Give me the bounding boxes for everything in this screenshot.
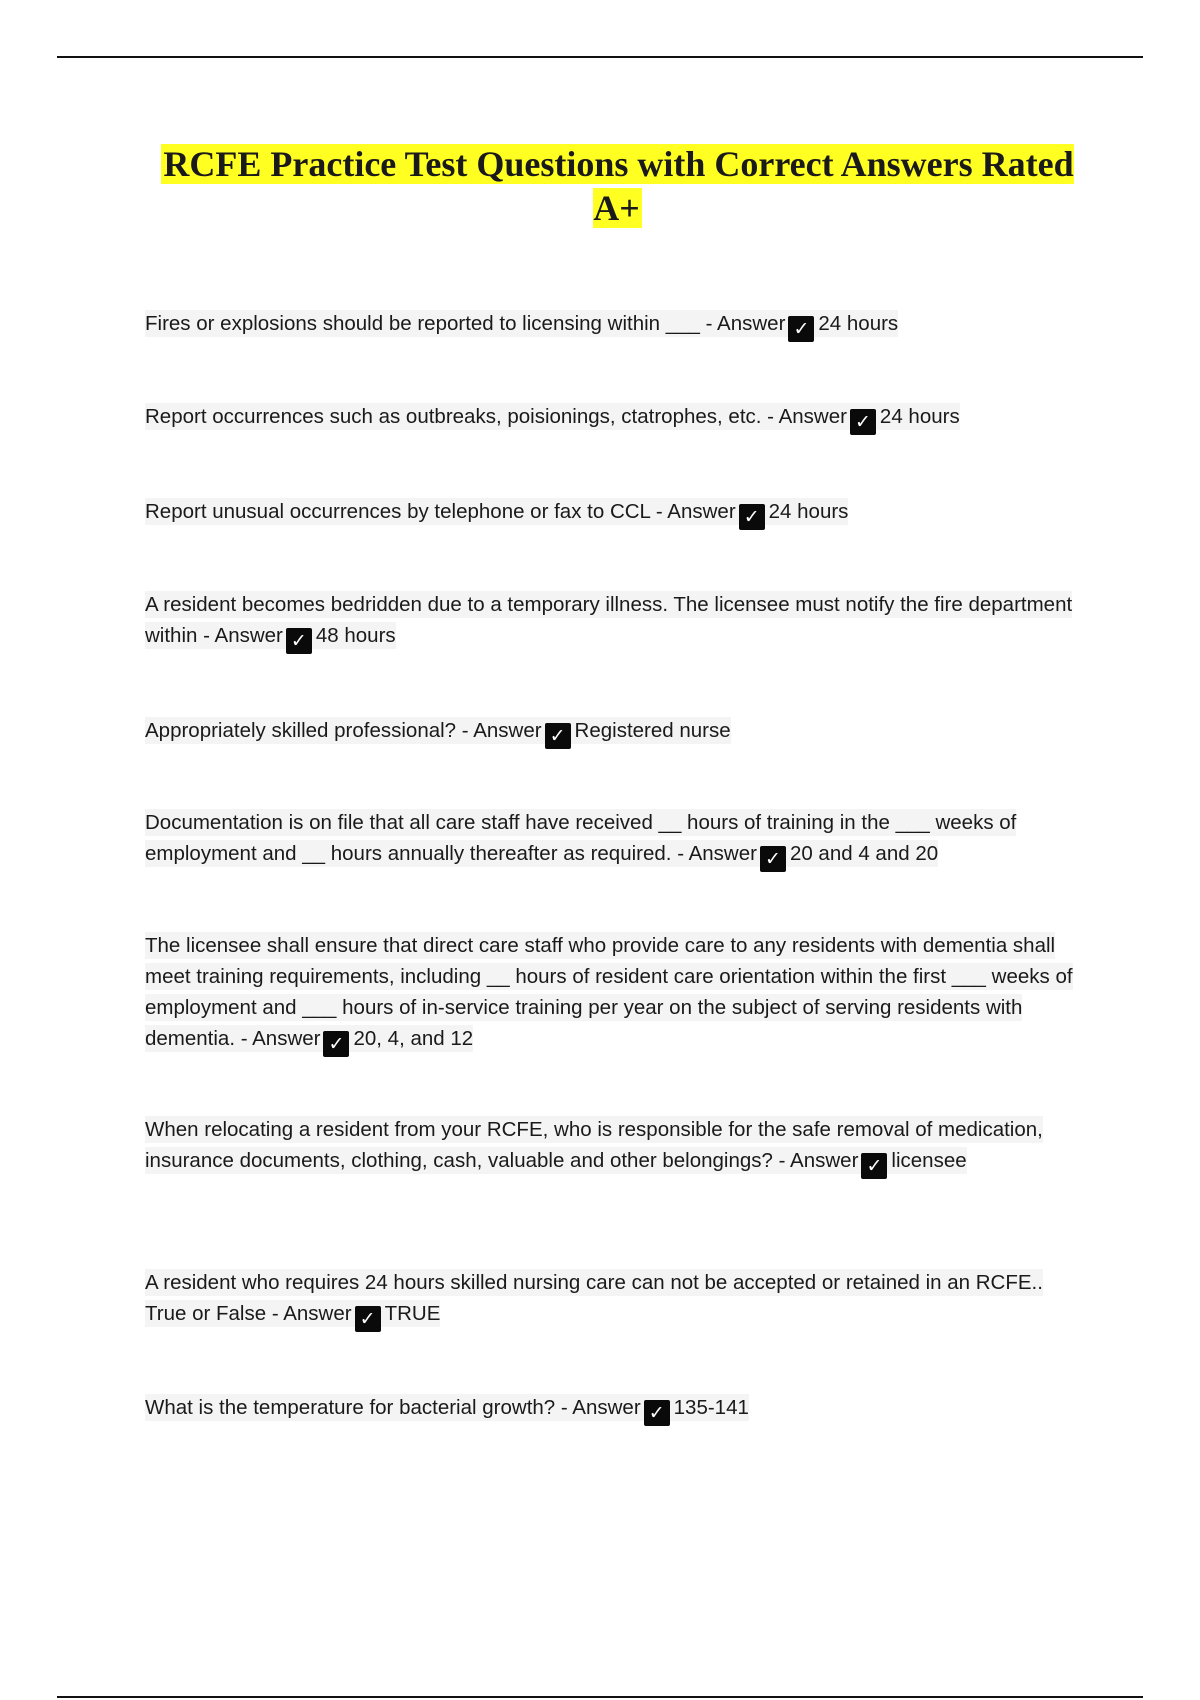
answer-label: - Answer bbox=[271, 1302, 352, 1325]
answer-label: - Answer bbox=[778, 1149, 859, 1172]
answer-label: - Answer bbox=[203, 624, 283, 647]
answer-text: licensee bbox=[891, 1149, 967, 1172]
answer-text: Registered nurse bbox=[574, 719, 731, 742]
answer-text: 24 hours bbox=[768, 500, 849, 523]
check-box-icon: ✓ bbox=[323, 1031, 349, 1057]
check-box-icon: ✓ bbox=[850, 409, 876, 435]
answer-label: - Answer bbox=[240, 1027, 321, 1050]
question-text: The licensee shall ensure that direct care staff who provide care to any residents with dementia shall meet training requirements, including __ hours of resident care orientation within the first ___ weeks of employment and ___ hours of in-service training per year on the subject of serving residents with dementia. bbox=[145, 934, 1073, 1050]
question-text: Documentation is on file that all care staff have received __ hours of training in the ___ weeks of employment and __ hours annually thereafter as required. bbox=[145, 811, 1017, 865]
question-text: When relocating a resident from your RCFE, who is responsible for the safe removal of medication, insurance documents, clothing, cash, valuable and other belongings? bbox=[145, 1118, 1043, 1172]
answer-text: 24 hours bbox=[879, 405, 960, 428]
check-box-icon: ✓ bbox=[788, 316, 814, 342]
qa-item-9 bbox=[145, 1267, 1085, 1332]
qa-item-5 bbox=[145, 715, 1085, 749]
answer-label: - Answer bbox=[705, 312, 786, 335]
question-text: A resident who requires 24 hours skilled nursing care can not be accepted or retained in an RCFE.. True or False bbox=[145, 1271, 1043, 1325]
qa-item-2 bbox=[145, 401, 1085, 435]
answer-label: - Answer bbox=[677, 842, 757, 865]
question-text: What is the temperature for bacterial growth? bbox=[145, 1396, 556, 1419]
answer-text: 48 hours bbox=[315, 624, 396, 647]
bottom-rule bbox=[57, 1696, 1143, 1698]
answer-text: 24 hours bbox=[818, 312, 899, 335]
check-box-icon: ✓ bbox=[861, 1153, 887, 1179]
top-rule bbox=[57, 56, 1143, 58]
qa-item-1 bbox=[145, 308, 1085, 342]
check-box-icon: ✓ bbox=[286, 628, 312, 654]
answer-label: - Answer bbox=[560, 1396, 641, 1419]
question-text: Report unusual occurrences by telephone or fax to CCL bbox=[145, 500, 651, 523]
check-box-icon: ✓ bbox=[644, 1400, 670, 1426]
answer-text: TRUE bbox=[384, 1302, 441, 1325]
question-text: A resident becomes bedridden due to a temporary illness. The licensee must notify the fire department within bbox=[145, 593, 1073, 647]
question-text: Fires or explosions should be reported to licensing within ___ bbox=[145, 312, 700, 335]
qa-item-8 bbox=[145, 1114, 1085, 1179]
answer-text: 20, 4, and 12 bbox=[353, 1027, 474, 1050]
title-highlight: RCFE Practice Test Questions with Correct Answers Rated A+ bbox=[163, 144, 1074, 228]
check-box-icon: ✓ bbox=[545, 723, 571, 749]
qa-item-3 bbox=[145, 496, 1085, 530]
answer-text: 20 and 4 and 20 bbox=[789, 842, 939, 865]
answer-label: - Answer bbox=[461, 719, 542, 742]
answer-label: - Answer bbox=[767, 405, 847, 428]
check-box-icon: ✓ bbox=[760, 846, 786, 872]
qa-item-4 bbox=[145, 589, 1085, 654]
question-text: Appropriately skilled professional? bbox=[145, 719, 457, 742]
qa-item-10 bbox=[145, 1392, 1085, 1426]
answer-label: - Answer bbox=[655, 500, 736, 523]
document-title bbox=[145, 142, 1090, 230]
answer-text: 135-141 bbox=[673, 1396, 749, 1419]
question-text: Report occurrences such as outbreaks, poisionings, ctatrophes, etc. bbox=[145, 405, 762, 428]
check-box-icon: ✓ bbox=[739, 504, 765, 530]
check-box-icon: ✓ bbox=[355, 1306, 381, 1332]
qa-item-6 bbox=[145, 807, 1085, 872]
qa-item-7 bbox=[145, 930, 1085, 1057]
